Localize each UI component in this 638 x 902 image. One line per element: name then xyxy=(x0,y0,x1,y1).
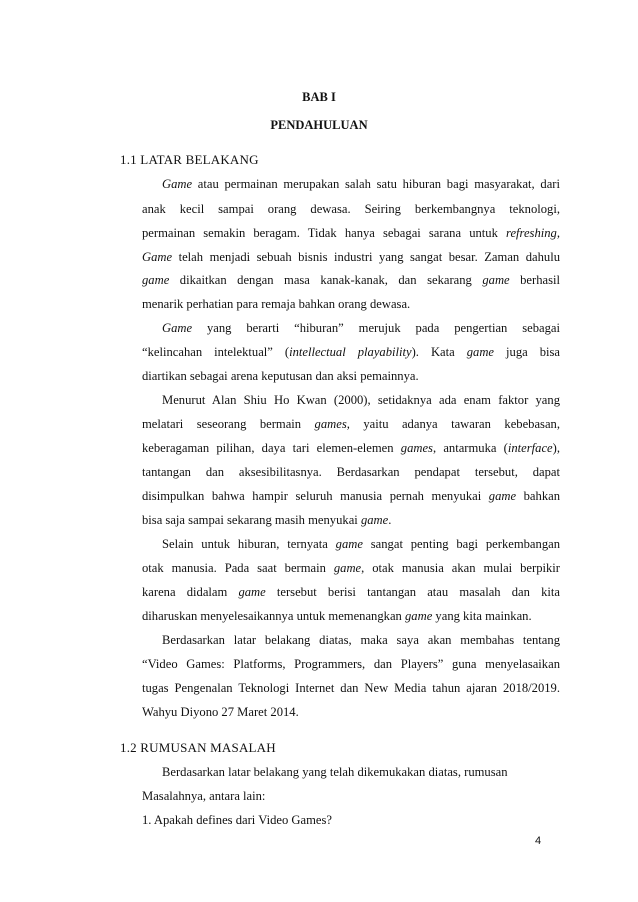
section-heading-latar-belakang: 1.1 LATAR BELAKANG xyxy=(120,152,259,167)
paragraph-line: tantangan dan aksesibilitasnya. Berdasarkan pendapat tersebut, dapat xyxy=(142,465,560,479)
paragraph-line: disimpulkan bahwa hampir seluruh manusia pernah menyukai game bahkan xyxy=(142,489,560,503)
paragraph-line: Menurut Alan Shiu Ho Kwan (2000), setidaknya ada enam faktor yang xyxy=(162,393,560,407)
paragraph-line: Wahyu Diyono 27 Maret 2014. xyxy=(142,705,299,719)
paragraph-line: “kelincahan intelektual” (intellectual playability). Kata game juga bisa xyxy=(142,345,560,359)
paragraph-line: melatari seseorang bermain games, yaitu adanya tawaran kebebasan, xyxy=(142,417,560,431)
paragraph-line: permainan semakin beragam. Tidak hanya sebagai sarana untuk refreshing, xyxy=(142,226,560,240)
paragraph-line: diartikan sebagai arena keputusan dan aksi pemainnya. xyxy=(142,369,419,383)
paragraph-line: game dikaitkan dengan masa kanak-kanak, dan sekarang game berhasil xyxy=(142,273,560,287)
paragraph-line: Berdasarkan latar belakang yang telah dikemukakan diatas, rumusan xyxy=(162,765,508,779)
paragraph-line: Selain untuk hiburan, ternyata game sangat penting bagi perkembangan xyxy=(162,537,560,551)
page-number: 4 xyxy=(535,835,542,847)
paragraph-line: Game atau permainan merupakan salah satu hiburan bagi masyarakat, dari xyxy=(162,177,560,191)
paragraph-line: Berdasarkan latar belakang diatas, maka saya akan membahas tentang xyxy=(162,633,560,647)
paragraph-line: diharuskan menyelesaikannya untuk memenangkan game yang kita mainkan. xyxy=(142,609,532,623)
paragraph-line: keberagaman pilihan, daya tari elemen-elemen games, antarmuka (interface), xyxy=(142,441,560,455)
paragraph-line: bisa saja sampai sekarang masih menyukai game. xyxy=(142,513,392,527)
section-heading-rumusan-masalah: 1.2 RUMUSAN MASALAH xyxy=(120,740,276,755)
paragraph-line: “Video Games: Platforms, Programmers, dan Players” guna menyelasaikan xyxy=(142,657,560,671)
paragraph-line: Masalahnya, antara lain: xyxy=(142,789,266,803)
paragraph-line: anak kecil sampai orang dewasa. Seiring berkembangnya teknologi, xyxy=(142,202,560,216)
paragraph-line: menarik perhatian para remaja bahkan orang dewasa. xyxy=(142,297,411,311)
paragraph-line: karena didalam game tersebut berisi tantangan atau masalah dan kita xyxy=(142,585,560,599)
paragraph-line: Game yang berarti “hiburan” merujuk pada pengertian sebagai xyxy=(162,321,560,335)
list-item: 1. Apakah defines dari Video Games? xyxy=(142,813,332,827)
chapter-title: PENDAHULUAN xyxy=(270,118,368,132)
paragraph-line: otak manusia. Pada saat bermain game, otak manusia akan mulai berpikir xyxy=(142,561,560,575)
paragraph-line: tugas Pengenalan Teknologi Internet dan New Media tahun ajaran 2018/2019. xyxy=(142,681,560,695)
paragraph-line: Game telah menjadi sebuah bisnis industri yang sangat besar. Zaman dahulu xyxy=(142,250,560,264)
chapter-label: BAB I xyxy=(302,90,336,104)
